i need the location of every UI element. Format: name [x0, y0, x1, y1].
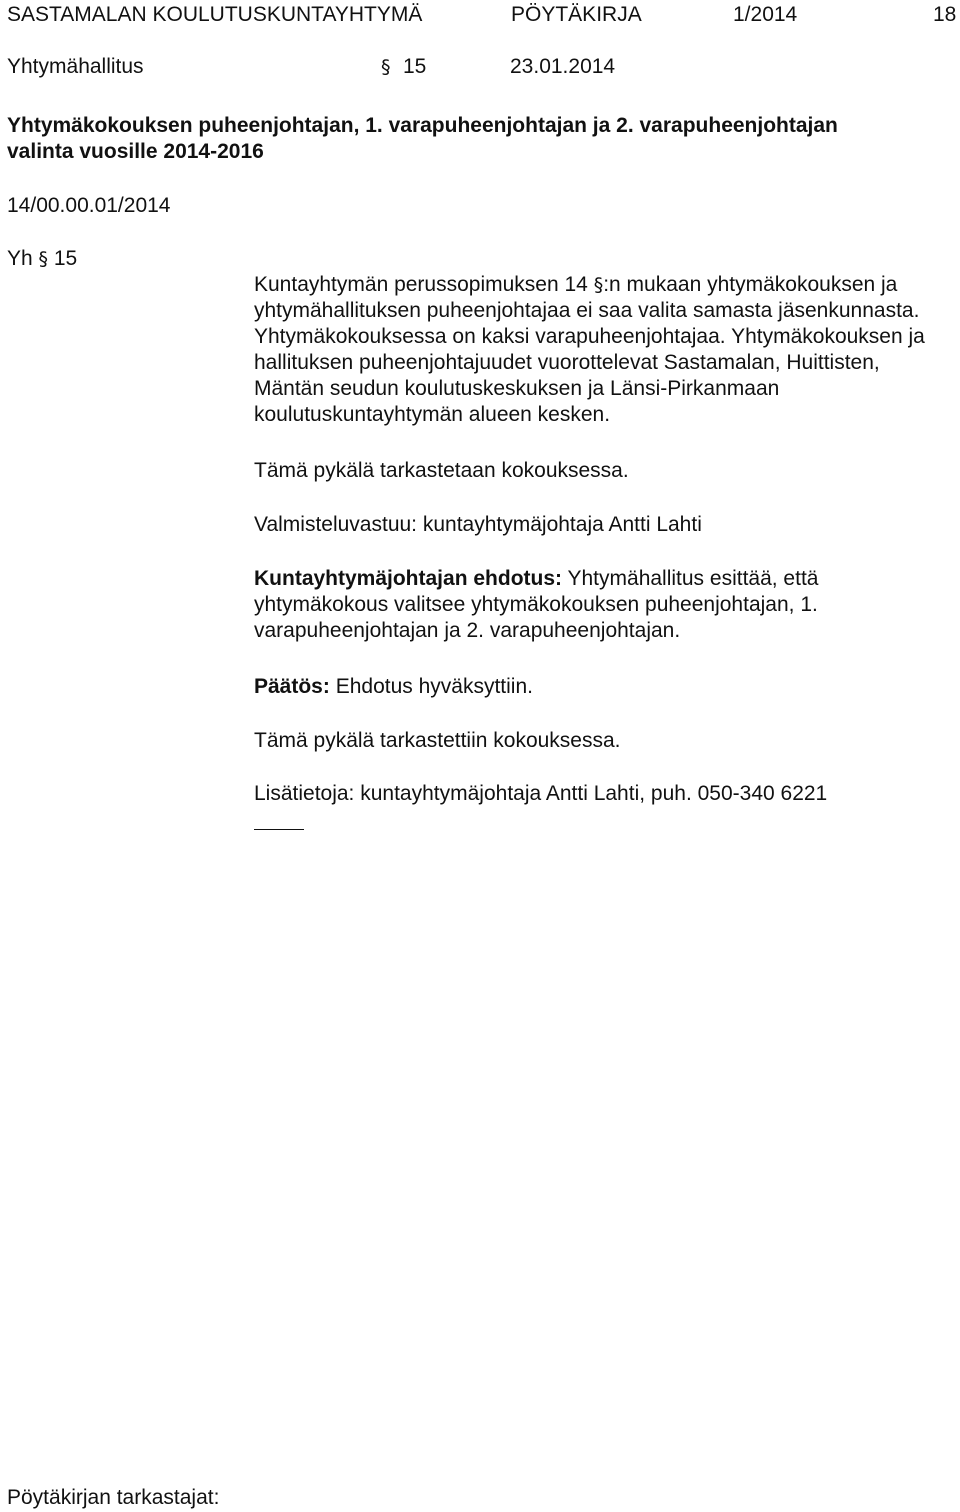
paragraph-section-symbol: § [593, 274, 604, 296]
proposal-label: Kuntayhtymäjohtajan ehdotus: [254, 567, 563, 590]
section-label-symbol: § [38, 248, 49, 270]
paragraph-inspection-notice: Tämä pykälä tarkastetaan kokouksessa. [254, 459, 629, 482]
section-label-prefix: Yh [7, 247, 33, 270]
paragraph-inspected: Tämä pykälä tarkastettiin kokouksessa. [254, 729, 621, 752]
governing-body: Yhtymähallitus [7, 55, 144, 78]
decision-label: Päätös: [254, 675, 330, 698]
meeting-date: 23.01.2014 [510, 55, 616, 78]
paragraph-contact-info: Lisätietoja: kuntayhtymäjohtaja Antti Lahti, puh. 050-340 6221 [254, 782, 828, 805]
decision-text: Ehdotus hyväksyttiin. [335, 675, 533, 698]
footer-inspectors-label: Pöytäkirjan tarkastajat: [7, 1486, 220, 1509]
page-number: 18 [933, 3, 957, 26]
document-type: PÖYTÄKIRJA [511, 3, 642, 26]
paragraph-preparation: Valmisteluvastuu: kuntayhtymäjohtaja Antti Lahti [254, 513, 702, 536]
page-title-line-1: Yhtymäkokouksen puheenjohtajan, 1. varapuheenjohtajan ja 2. varapuheenjohtajan [7, 114, 838, 137]
record-number: 14/00.00.01/2014 [7, 194, 171, 217]
closing-rule [254, 829, 304, 830]
section-label-number: 15 [53, 247, 78, 270]
paragraph-decision [254, 674, 954, 700]
paragraph-proposal [254, 566, 954, 644]
meeting-number: 1/2014 [733, 3, 798, 26]
paragraph-background: Kuntayhtymän perussopimuksen 14 §:n mukaan yhtymäkokouksen ja yhtymähallituksen puheenjohtajaa ei saa valita samasta jäsenkunnasta. Yhtymäkokouksessa on kaksi varapuheenjohtajaa. Yhtymäkokouksen ja hallituksen puheenjohtajuudet vuorottelevat Sastamalan, Huittisten, Mäntän seudun koulutuskeskuksen ja Länsi-Pirkanmaan koulutuskuntayhtymän alueen kesken. [254, 273, 925, 426]
proposal-text: Yhtymähallitus esittää, että yhtymäkokous valitsee yhtymäkokouksen puheenjohtajan, 1. varapuheenjohtajan ja 2. varapuheenjohtajan. [254, 567, 819, 642]
section-label [7, 246, 77, 272]
organization-name: SASTAMALAN KOULUTUSKUNTAYHTYMÄ [7, 3, 423, 26]
page-title-line-2: valinta vuosille 2014-2016 [7, 140, 264, 163]
header-section-number: 15 [403, 55, 427, 78]
section-symbol: § [381, 56, 391, 78]
